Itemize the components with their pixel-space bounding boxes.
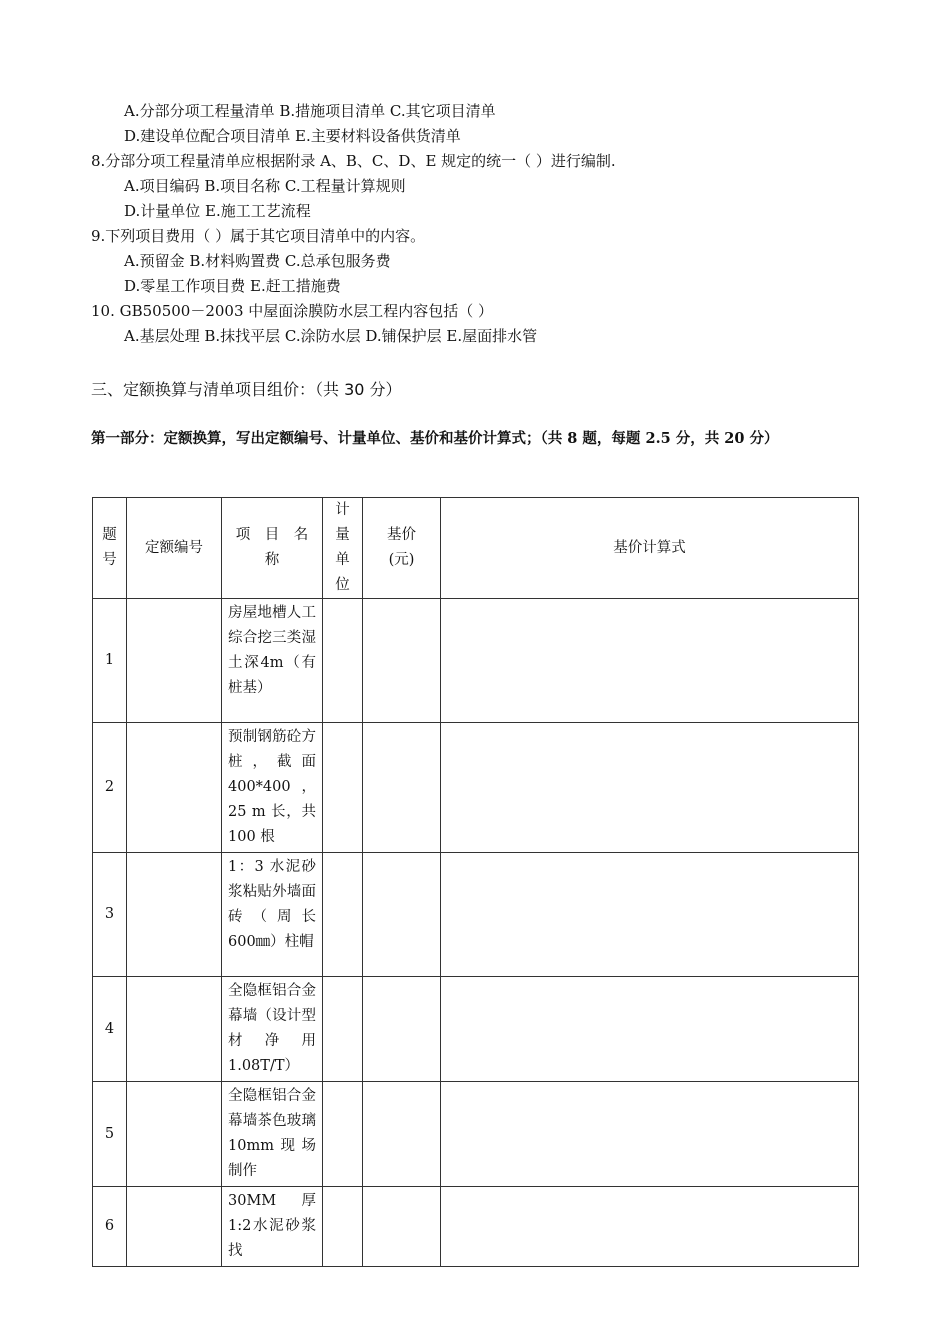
q7-options-line1: A.分部分项工程量清单 B.措施项目清单 C.其它项目清单 (124, 102, 496, 120)
item-name: 预制钢筋砼方桩，截面400*400，25 m 长，共100 根 (222, 723, 323, 853)
base-price-cell[interactable] (363, 1082, 441, 1187)
quota-code-cell[interactable] (127, 723, 222, 853)
formula-cell[interactable] (441, 1082, 859, 1187)
quota-conversion-table (92, 497, 859, 1267)
row-number: 3 (93, 853, 127, 977)
table-row (93, 1082, 859, 1187)
q7-options-line2: D.建设单位配合项目清单 E.主要材料设备供货清单 (124, 127, 461, 145)
part1-instructions: 第一部分：定额换算，写出定额编号、计量单位、基价和基价计算式；（共 8 题，每题 2.5 分，共 20 分） (91, 430, 779, 447)
header-item-name: 项 目 名 称 (222, 498, 323, 599)
header-formula: 基价计算式 (441, 498, 859, 599)
table-header-row (93, 498, 859, 599)
table-row (93, 599, 859, 723)
unit-cell[interactable] (323, 723, 363, 853)
quota-code-cell[interactable] (127, 1187, 222, 1267)
q9-options-line1: A.预留金 B.材料购置费 C.总承包服务费 (124, 252, 391, 270)
formula-cell[interactable] (441, 723, 859, 853)
base-price-cell[interactable] (363, 723, 441, 853)
quota-code-cell[interactable] (127, 599, 222, 723)
section3-heading: 三、定额换算与清单项目组价：（共 30 分） (91, 380, 402, 399)
row-number: 1 (93, 599, 127, 723)
q9-options-line2: D.零星工作项目费 E.赶工措施费 (124, 277, 341, 295)
header-quota-code: 定额编号 (127, 498, 222, 599)
item-name: 全隐框铝合金幕墙（设计型材净用1.08T/T） (222, 977, 323, 1082)
row-number: 5 (93, 1082, 127, 1187)
table-row (93, 977, 859, 1082)
item-name: 1：3 水泥砂浆粘贴外墙面砖（周长 600㎜）柱帽 (222, 853, 323, 977)
table-row (93, 723, 859, 853)
item-name: 30MM 厚 1:2水泥砂浆找 (222, 1187, 323, 1267)
q8-options-line1: A.项目编码 B.项目名称 C.工程量计算规则 (124, 177, 406, 195)
unit-cell[interactable] (323, 599, 363, 723)
unit-cell[interactable] (323, 1187, 363, 1267)
header-number: 题号 (93, 498, 127, 599)
base-price-cell[interactable] (363, 1187, 441, 1267)
base-price-cell[interactable] (363, 977, 441, 1082)
header-base-price: 基价(元) (363, 498, 441, 599)
q8-options-line2: D.计量单位 E.施工工艺流程 (124, 202, 311, 220)
row-number: 2 (93, 723, 127, 853)
formula-cell[interactable] (441, 977, 859, 1082)
formula-cell[interactable] (441, 599, 859, 723)
quota-code-cell[interactable] (127, 1082, 222, 1187)
row-number: 6 (93, 1187, 127, 1267)
base-price-cell[interactable] (363, 599, 441, 723)
quota-code-cell[interactable] (127, 853, 222, 977)
table-row (93, 853, 859, 977)
item-name: 全隐框铝合金幕墙茶色玻璃 10mm现场制作 (222, 1082, 323, 1187)
base-price-cell[interactable] (363, 853, 441, 977)
row-number: 4 (93, 977, 127, 1082)
table-row (93, 1187, 859, 1267)
unit-cell[interactable] (323, 853, 363, 977)
formula-cell[interactable] (441, 1187, 859, 1267)
unit-cell[interactable] (323, 977, 363, 1082)
header-unit: 计量单位 (323, 498, 363, 599)
formula-cell[interactable] (441, 853, 859, 977)
q10-options-line1: A.基层处理 B.抹找平层 C.涂防水层 D.铺保护层 E.屋面排水管 (124, 327, 538, 345)
q9-stem: 9.下列项目费用（ ）属于其它项目清单中的内容。 (91, 227, 426, 245)
quota-code-cell[interactable] (127, 977, 222, 1082)
unit-cell[interactable] (323, 1082, 363, 1187)
q8-stem: 8.分部分项工程量清单应根据附录 A、B、C、D、E 规定的统一（ ）进行编制. (91, 152, 616, 170)
item-name: 房屋地槽人工综合挖三类湿土深4m（有桩基） (222, 599, 323, 723)
q10-stem: 10. GB50500－2003 中屋面涂膜防水层工程内容包括（ ） (91, 302, 494, 320)
